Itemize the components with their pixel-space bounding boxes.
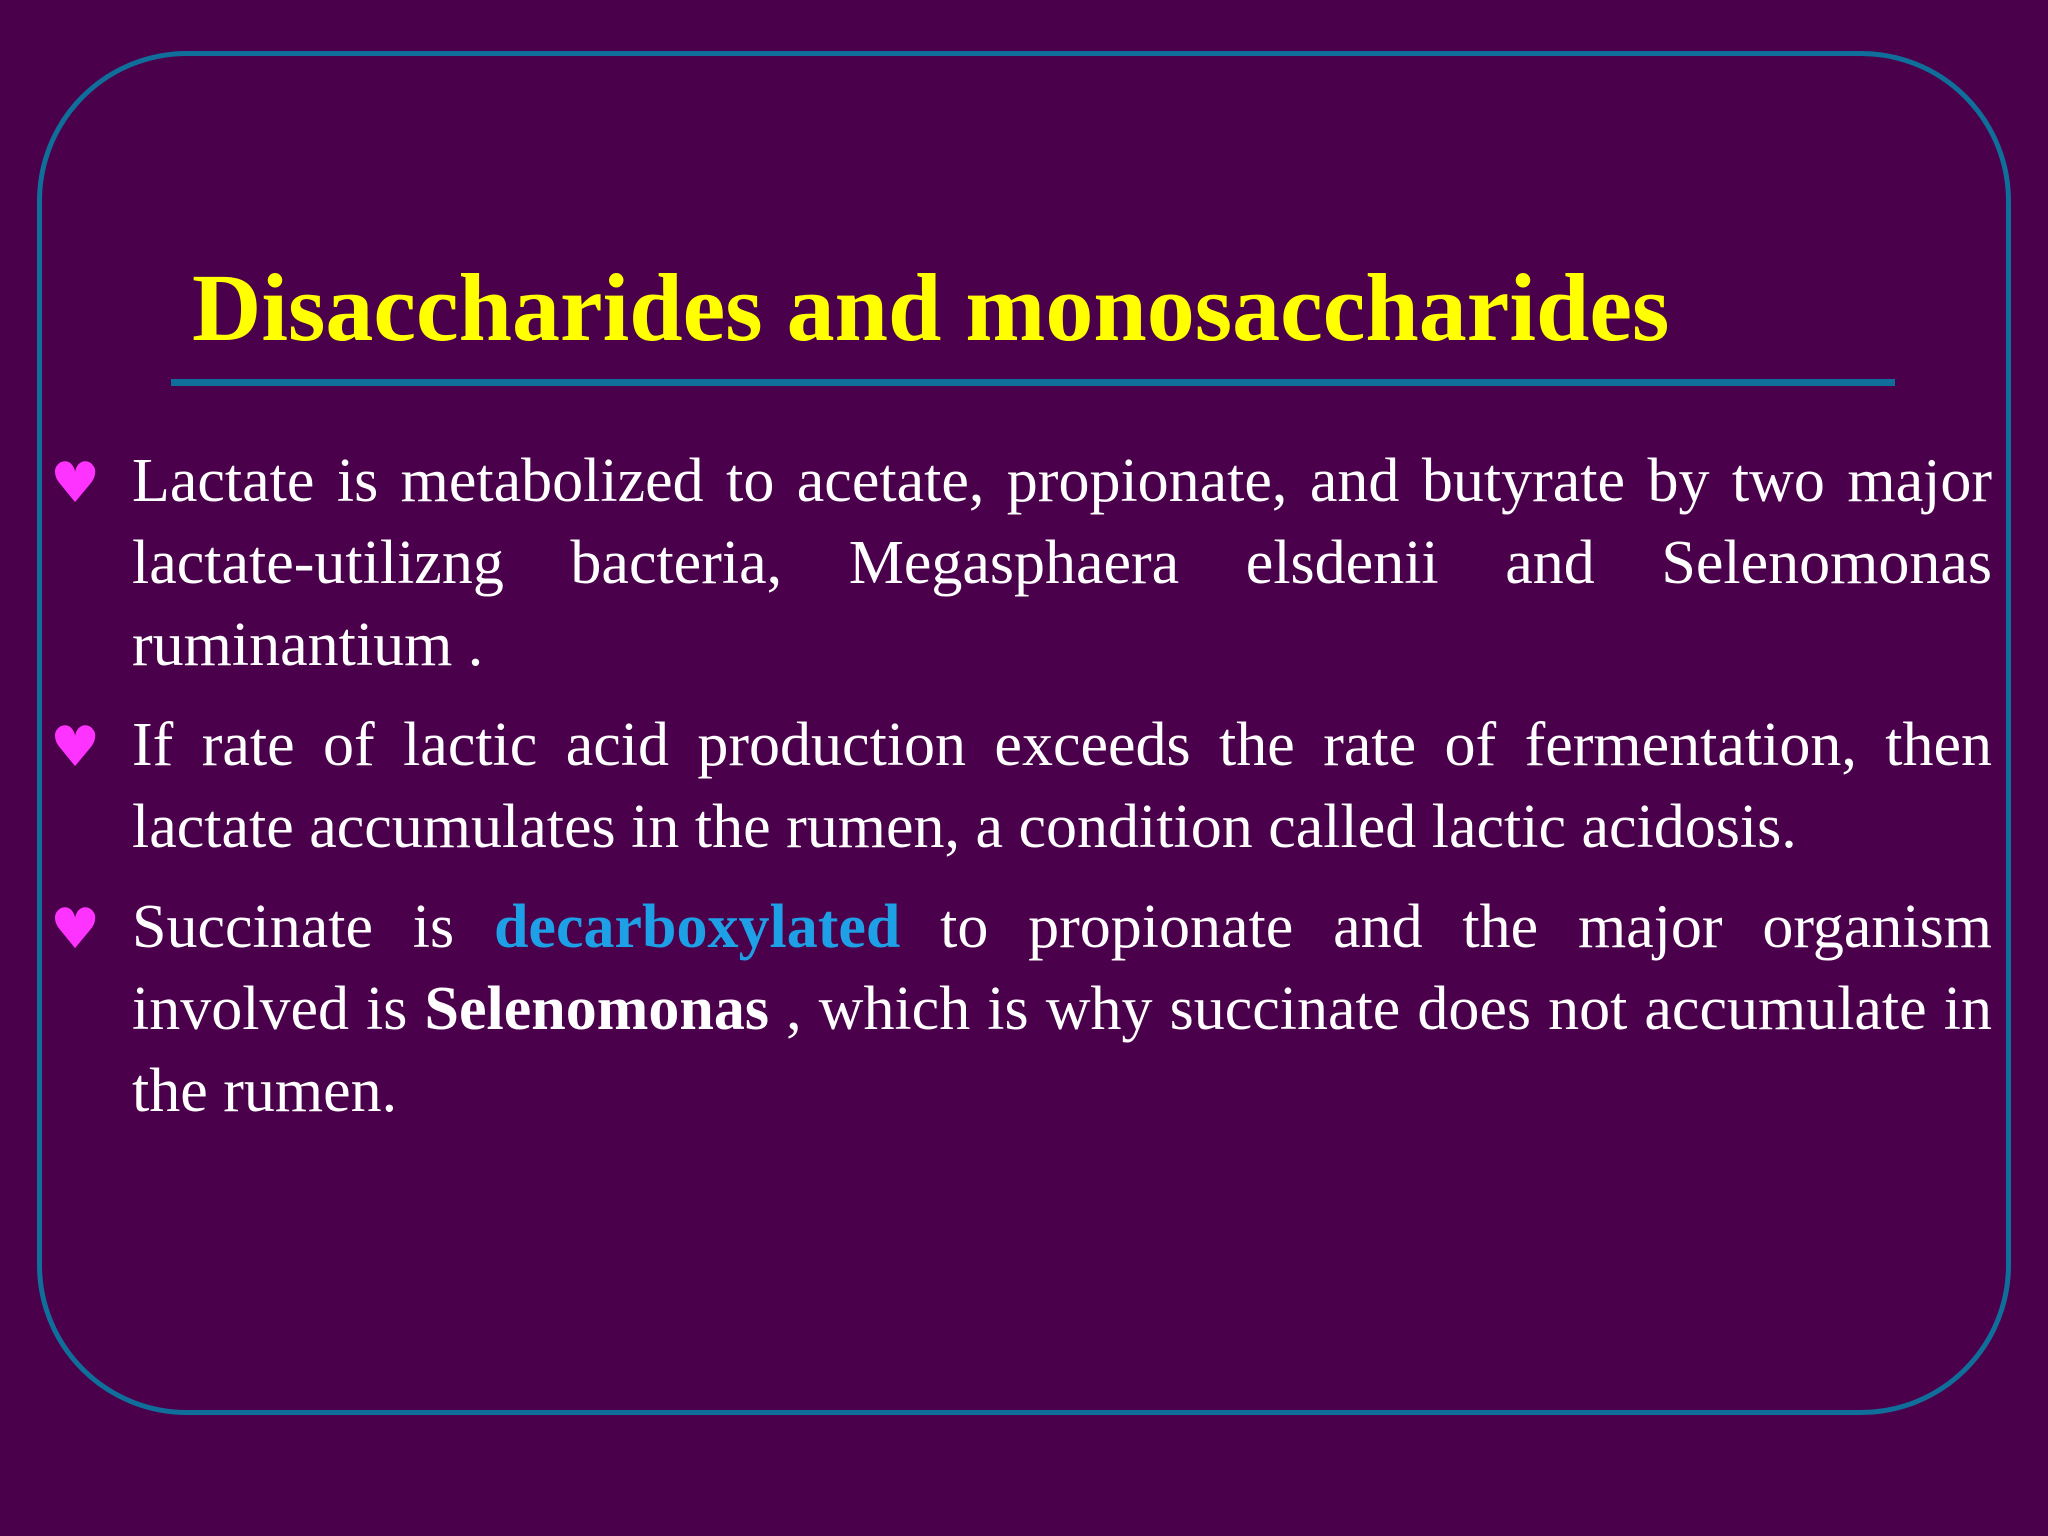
bullet-text-3-part1: Succinate is: [132, 893, 494, 961]
highlight-term: decarboxylated: [493, 893, 901, 961]
bullet-text-1: Lactate is metabolized to acetate, propionate, and butyrate by two major lactate-utilizng bacteria, Megasphaera elsdenii and Selenomonas ruminantium .: [132, 447, 1992, 679]
bullet-text-2: If rate of lactic acid production exceeds the rate of fermentation, then lactate accumulates in the rumen, a condition called lactic acidosis.: [132, 711, 1992, 861]
bullet-text-3-part2: to propionate and the major organism involved is: [132, 893, 1992, 1043]
slide-title: Disaccharides and monosaccharides: [192, 254, 1670, 361]
bullet-text-3-part3: , which is why succinate does not accumulate in the rumen.: [132, 975, 1992, 1125]
heart-icon: ♥: [50, 451, 101, 516]
heart-icon: ♥: [50, 715, 101, 780]
bullet-item-2: [0, 704, 2048, 868]
bold-term: Selenomonas: [424, 975, 769, 1043]
bullet-list: [0, 440, 2048, 1150]
bullet-text-3: [132, 886, 1992, 1132]
bullet-item-3: [0, 886, 2048, 1132]
bullet-item-1: [0, 440, 2048, 686]
heart-icon: ♥: [50, 897, 101, 962]
title-underline: [171, 379, 1895, 386]
